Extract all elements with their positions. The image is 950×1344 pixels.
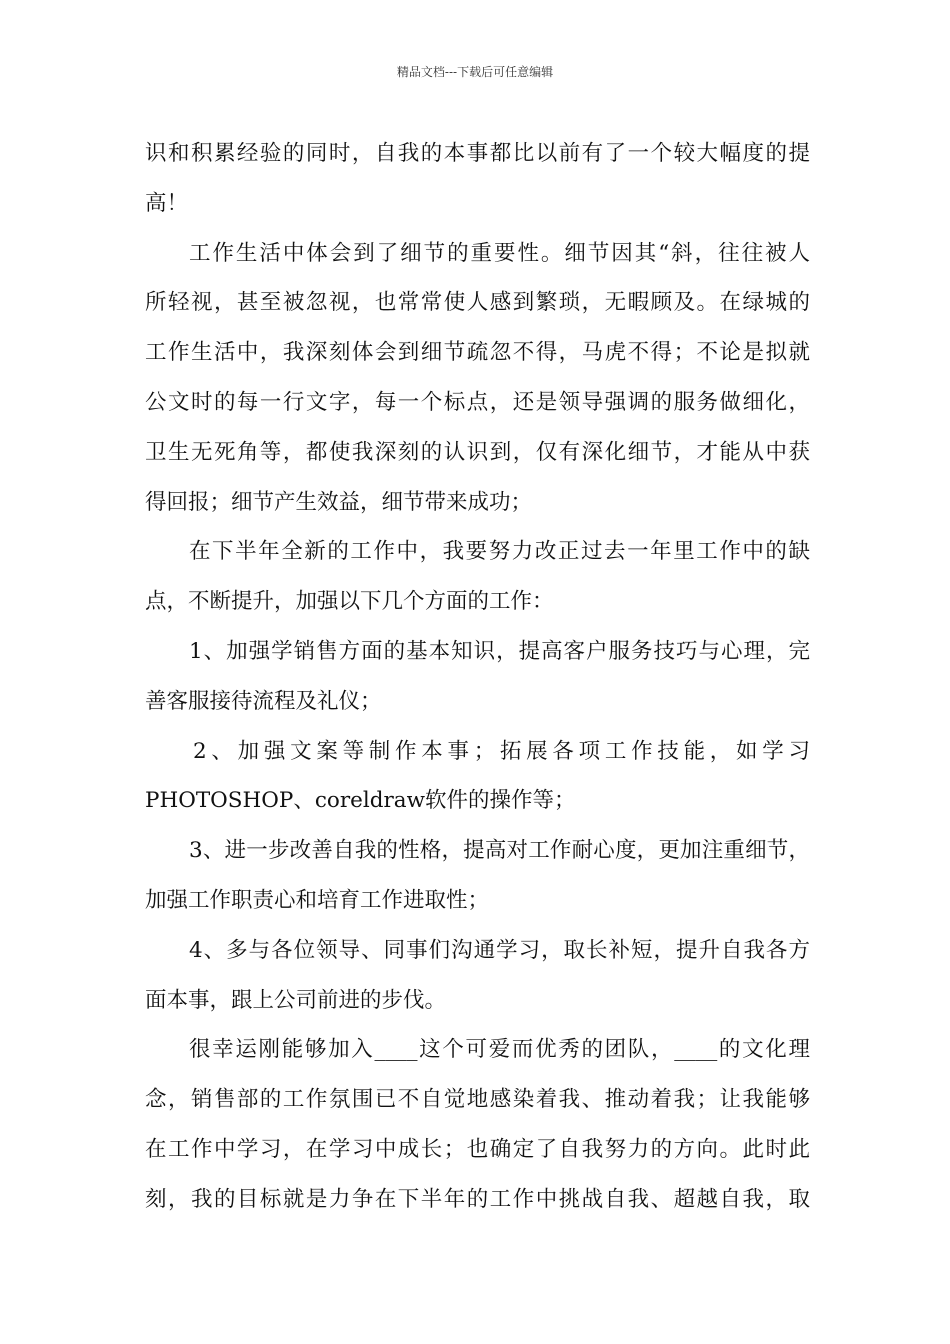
text-line: 2、加强文案等制作本事；拓展各项工作技能，如学习 xyxy=(193,738,810,764)
text-line: 1、加强学销售方面的基本知识，提高客户服务技巧与心理，完 xyxy=(189,638,810,664)
text-line: 在下半年全新的工作中，我要努力改正过去一年里工作中的缺 xyxy=(189,539,810,565)
text-line: 高！ xyxy=(145,190,189,216)
text-line: 在工作中学习，在学习中成长；也确定了自我努力的方向。此时此 xyxy=(145,1136,810,1162)
text-line: 面本事，跟上公司前进的步伐。 xyxy=(145,987,447,1013)
text-line: 得回报；细节产生效益，细节带来成功； xyxy=(145,489,533,515)
text-line: 加强工作职责心和培育工作进取性； xyxy=(145,887,490,913)
text-line: 卫生无死角等，都使我深刻的认识到，仅有深化细节，才能从中获 xyxy=(145,439,810,465)
text-line: 工作生活中体会到了细节的重要性。细节因其“斜，往往被人 xyxy=(189,240,810,266)
text-line: 点，不断提升，加强以下几个方面的工作： xyxy=(145,589,554,615)
text-line: 很幸运刚能够加入____这个可爱而优秀的团队，____的文化理 xyxy=(189,1037,810,1063)
text-line: 善客服接待流程及礼仪； xyxy=(145,688,382,714)
document-body xyxy=(145,129,810,1225)
text-line: 3、进一步改善自我的性格，提高对工作耐心度，更加注重细节， xyxy=(189,838,810,864)
text-line: 工作生活中，我深刻体会到细节疏忽不得，马虎不得；不论是拟就 xyxy=(145,340,810,366)
text-line: PHOTOSHOP、coreldraw软件的操作等； xyxy=(145,788,576,814)
text-line: 识和积累经验的同时，自我的本事都比以前有了一个较大幅度的提 xyxy=(145,141,810,166)
text-line: 刻，我的目标就是力争在下半年的工作中挑战自我、超越自我，取 xyxy=(145,1186,810,1212)
text-line: 所轻视，甚至被忽视，也常常使人感到繁琐，无暇顾及。在绿城的 xyxy=(145,290,810,316)
text-line: 公文时的每一行文字，每一个标点，还是领导强调的服务做细化， xyxy=(145,389,810,415)
page-header: 精品文档---下载后可任意编辑 xyxy=(396,65,554,79)
text-line: 4、多与各位领导、同事们沟通学习，取长补短，提升自我各方 xyxy=(189,937,810,963)
text-line: 念，销售部的工作氛围已不自觉地感染着我、推动着我；让我能够 xyxy=(145,1087,810,1113)
